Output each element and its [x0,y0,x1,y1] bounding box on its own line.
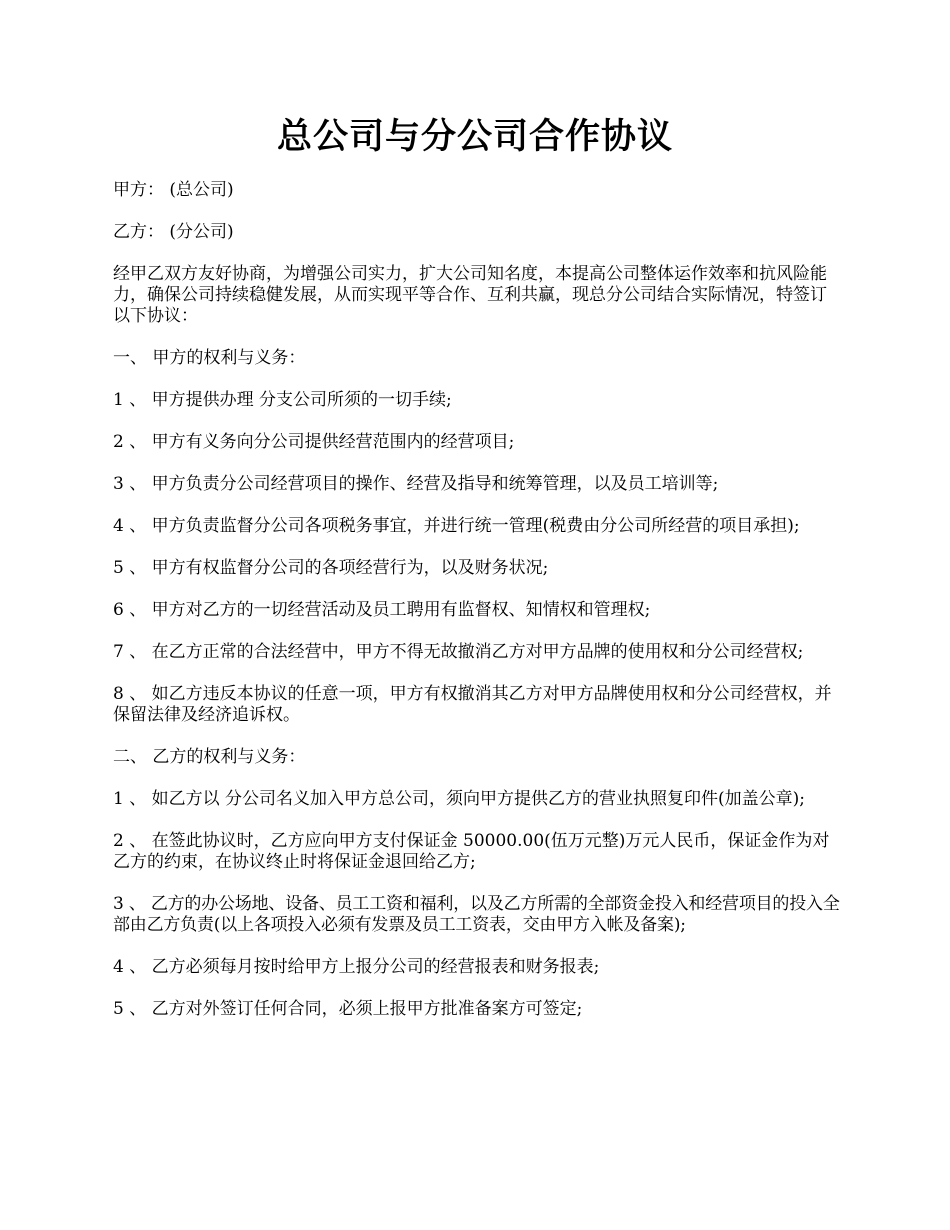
preamble-paragraph: 经甲乙双方友好协商，为增强公司实力，扩大公司知名度，本提高公司整体运作效率和抗风险能力，确保公司持续稳健发展，从而实现平等合作、互利共赢，现总分公司结合实际情况，特签订以下协议： [113,264,827,326]
clause-a-8: 8 、 如乙方违反本协议的任意一项，甲方有权撤消其乙方对甲方品牌使用权和分公司经营权，并保留法律及经济追诉权。 [113,684,832,725]
party-a-line: 甲方： (总公司) [113,180,234,200]
page-title: 总公司与分公司合作协议 [276,116,673,157]
clause-a-2: 2 、 甲方有义务向分公司提供经营范围内的经营项目; [113,432,515,452]
clause-a-1: 1 、 甲方提供办理 分支公司所须的一切手续; [113,390,452,410]
clause-b-1: 1 、 如乙方以 分公司名义加入甲方总公司，须向甲方提供乙方的营业执照复印件(加盖公章); [113,789,806,809]
clause-a-4: 4 、 甲方负责监督分公司各项税务事宜，并进行统一管理(税费由分公司所经营的项目承担); [113,516,800,536]
clause-a-7: 7 、 在乙方正常的合法经营中，甲方不得无故撤消乙方对甲方品牌的使用权和分公司经营权; [113,642,804,662]
clause-b-2: 2 、 在签此协议时，乙方应向甲方支付保证金 50000.00(伍万元整)万元人民币，保证金作为对乙方的约束，在协议终止时将保证金退回给乙方; [113,831,830,872]
clause-b-4: 4 、 乙方必须每月按时给甲方上报分公司的经营报表和财务报表; [113,957,600,977]
clause-b-5: 5 、 乙方对外签订任何合同，必须上报甲方批准备案方可签定; [113,999,583,1019]
clause-a-3: 3 、 甲方负责分公司经营项目的操作、经营及指导和统筹管理，以及员工培训等; [113,474,719,494]
clause-a-6: 6 、 甲方对乙方的一切经营活动及员工聘用有监督权、知情权和管理权; [113,600,651,620]
clause-a-5: 5 、 甲方有权监督分公司的各项经营行为，以及财务状况; [113,558,549,578]
section-heading-party-a: 一、 甲方的权利与义务： [113,348,306,368]
party-b-line: 乙方： (分公司) [113,222,234,242]
section-heading-party-b: 二、 乙方的权利与义务： [113,747,306,767]
clause-b-3: 3 、 乙方的办公场地、设备、员工工资和福利，以及乙方所需的全部资金投入和经营项目的投入全部由乙方负责(以上各项投入必须有发票及员工工资表，交由甲方入帐及备案); [113,894,840,935]
document-body [113,180,841,1041]
